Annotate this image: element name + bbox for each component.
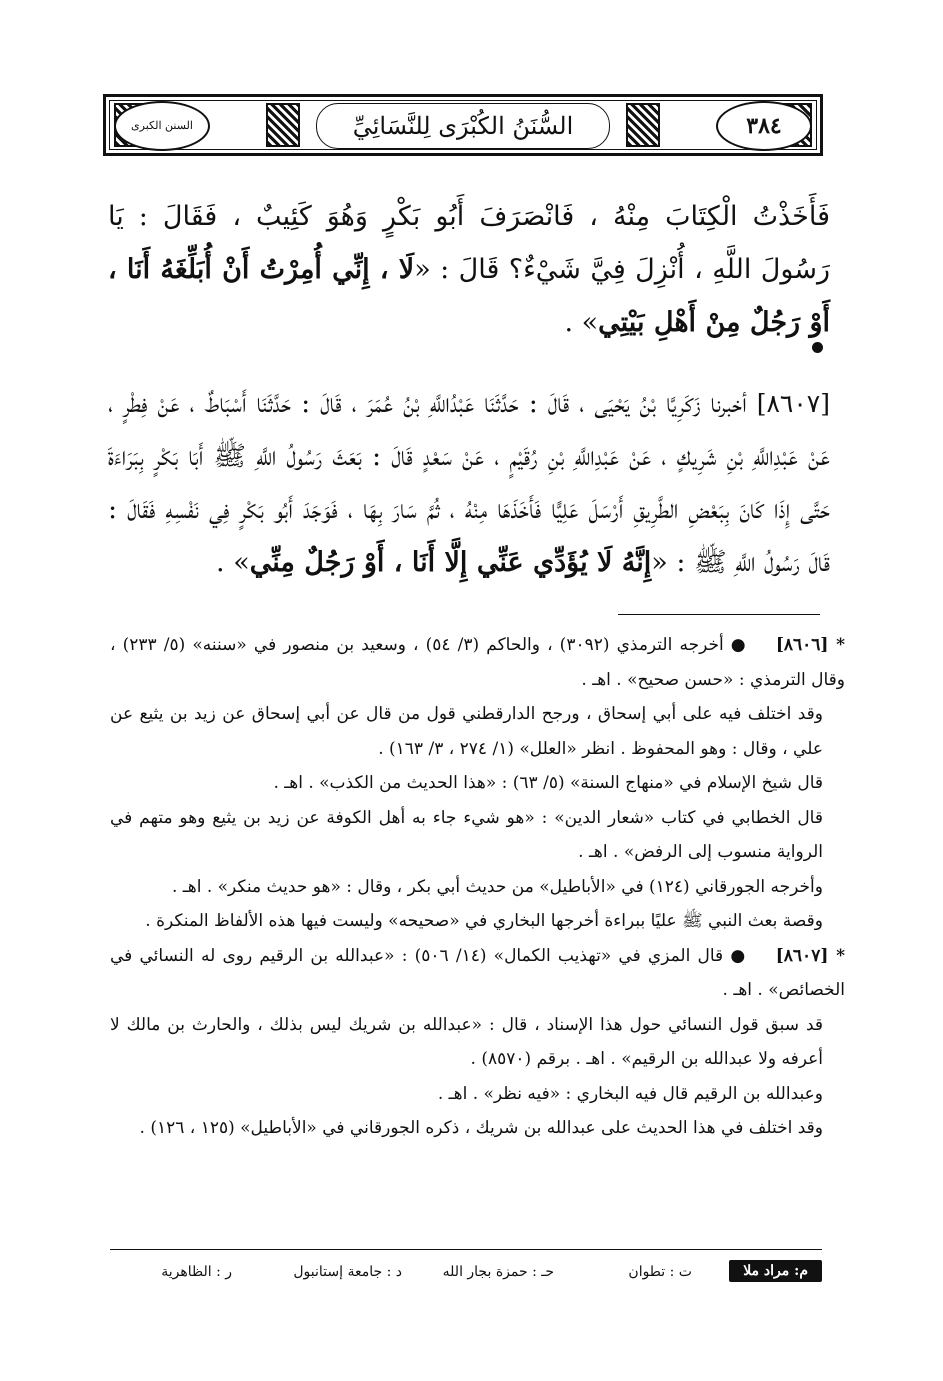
book-emblem-text: السنن الكبرى xyxy=(131,118,193,132)
main-line xyxy=(108,190,830,349)
footnote-ref: * [٨٦٠٧] xyxy=(775,945,845,966)
text-segment: » . xyxy=(564,307,599,338)
text-segment: فَأَخَذْتُ الْكِتَابَ مِنْهُ ، فَانْصَرَفَ أَبُو بَكْرٍ وَهُوَ كَئِيبٌ ، فَقَالَ : يَا رَسُولَ اللَّهِ ، xyxy=(108,201,830,285)
book-emblem xyxy=(114,101,210,151)
bullet-icon xyxy=(812,342,823,353)
footnote: وقد اختلف في هذا الحديث على عبدالله بن شريك ، ذكره الجورقاني في «الأباطيل» (١٢٥ ، ١٢٦) . xyxy=(139,1118,823,1138)
ornament-right-inner-icon xyxy=(626,103,660,147)
footnote-separator xyxy=(618,614,820,615)
main-text xyxy=(108,190,830,589)
prophet-quote: إِنَّهُ لَا يُؤَدِّي عَنِّي إِلَّا أَنَا ، أَوْ رَجُلٌ مِنِّي xyxy=(249,547,652,578)
footnote: وأخرجه الجورقاني (١٢٤) في «الأباطيل» من حديث أبي بكر ، وقال : «هو حديث منكر» . اهـ . xyxy=(171,876,823,897)
hadith-number: [٨٦٠٧] xyxy=(756,389,830,418)
footnote: قد سبق قول النسائي حول هذا الإسناد ، قال : «عبدالله بن شريك ليس بذلك ، والحارث بن مالك لا أعرفه ولا عبدالله بن الرقيم» . اهـ . برقم (٨٥٧٠) . xyxy=(110,1014,823,1069)
book-title: السُّنَنُ الكُبْرَى لِلنَّسَائِيِّ xyxy=(316,103,610,149)
footer-separator xyxy=(110,1249,822,1250)
manuscript-key xyxy=(110,1258,822,1288)
footnote: قال شيخ الإسلام في «منهاج السنة» (٥/ ٦٣) : «هذا الحديث من الكذب» . اهـ . xyxy=(273,773,823,793)
prophet-quote: لَا ، إِنِّي أُمِرْتُ أَنْ أُبَلِّغَهُ أَنَا ، أَوْ رَجُلٌ مِنْ أَهْلِ بَيْتِي xyxy=(108,254,830,338)
footnote xyxy=(110,939,845,1008)
footnote: وقصة بعث النبي ﷺ عليًا ببراءة أخرجها البخاري في «صحيحه» وليست فيها هذه الألفاظ المنكرة . xyxy=(145,911,823,931)
footnote xyxy=(110,628,845,697)
page-header xyxy=(103,94,823,156)
footnote-ref: * [٨٦٠٦] xyxy=(775,635,845,655)
hadith-paragraph xyxy=(108,377,830,589)
manuscript-d: د : جامعة إستانبول xyxy=(293,1264,402,1280)
footnote-text: ● أخرجه الترمذي (٣٠٩٢) ، والحاكم (٣/ ٥٤) ، وسعيد بن منصور في «سننه» (٥/ ٢٣٣) ، وقال الترمذي : «حسن صحيح» . اهـ . xyxy=(110,635,845,690)
text-segment: أُنْزِلَ فِيَّ شَيْءٌ؟ قَالَ : « xyxy=(414,254,685,285)
footnote-text: ● قال المزي في «تهذيب الكمال» (١٤/ ٥٠٦) : «عبدالله بن الرقيم روى له النسائي في الخصائص» . اهـ . xyxy=(110,945,845,1000)
text-segment: » . xyxy=(216,547,250,578)
footnote: وقد اختلف فيه على أبي إسحاق ، ورجح الدارقطني قول من قال عن أبي إسحاق عن زيد بن يثيع عن علي ، وقال : وهو المحفوظ . انظر «العلل» (١/ ٢٧٤ ، ٣/ ١٦٣) . xyxy=(110,704,823,759)
footnote: قال الخطابي في كتاب «شعار الدين» : «هو شيء جاء به أهل الكوفة عن زيد بن يثيع وهو متهم في الرواية منسوب إلى الرفض» . اهـ . xyxy=(110,807,823,862)
footnotes xyxy=(110,628,845,1146)
manuscript-r: ر : الظاهرية xyxy=(161,1264,232,1280)
ornament-left-inner-icon xyxy=(266,103,300,147)
hadith-body: أخبرنا زَكَرِيَّا بْنُ يَحْيَى ، قَالَ : حَدَّثَنَا عَبْدُاللَّهِ بْنُ عُمَرَ ، قَالَ : حَدَّثَنَا أَسْبَاطٌ ، عَنْ فِطْرٍ ، عَنْ عَبْدِاللَّهِ بْنِ شَرِيكٍ ، عَنْ عَبْدِاللَّهِ بْنِ رُقَيْمٍ ، عَنْ سَعْدٍ قَالَ : بَعَثَ رَسُولُ اللَّهِ ﷺ أَبَا بَكْرٍ بِبَرَاءَةَ حَتَّى إِذَا كَانَ بِبَعْضِ الطَّرِيقِ أَرْسَلَ عَلِيًّا فَأَخَذَهَا مِنْهُ ، ثُمَّ سَارَ بِهَا ، فَوَجَدَ أَبُو بَكْرٍ فِي نَفْسِهِ فَقَالَ : قَالَ رَسُولُ اللَّهِ ﷺ : « xyxy=(108,388,830,578)
manuscript-t: ت : تطوان xyxy=(628,1264,692,1280)
manuscript-h: حـ : حمزة بجار الله xyxy=(442,1264,554,1280)
page-number: ٣٨٤ xyxy=(716,101,812,151)
footnote: وعبدالله بن الرقيم قال فيه البخاري : «فيه نظر» . اهـ . xyxy=(437,1083,823,1104)
manuscript-badge: م: مراد ملا xyxy=(729,1260,822,1282)
